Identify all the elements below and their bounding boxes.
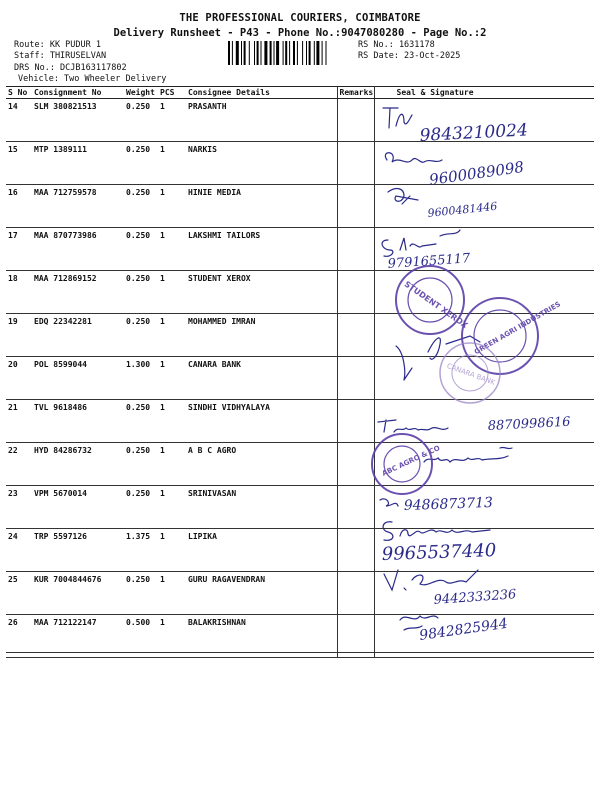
barcode-bar	[293, 41, 295, 65]
barcode-bar	[264, 41, 267, 65]
phone-handwritten-17: 9791655117	[387, 251, 471, 272]
stamp-text-canara: CANARA BANK	[445, 361, 497, 387]
delivery-table	[6, 86, 594, 658]
phone-handwritten-25: 9442333236	[433, 587, 517, 608]
cell-consignee: MOHAMMED IMRAN	[186, 314, 337, 357]
cell-signature	[374, 142, 594, 185]
barcode-bar	[261, 41, 262, 65]
cell-signature	[374, 443, 594, 486]
table-row	[6, 271, 594, 314]
runsheet-subtitle: Delivery Runsheet - P43 - Phone No.:9047080280 - Page No.:2	[113, 27, 487, 39]
cell-weight: 0.250	[124, 443, 158, 486]
cell-sno: 15	[6, 142, 32, 185]
cell-signature	[374, 314, 594, 357]
cell-remarks	[337, 572, 374, 615]
cell-remarks	[337, 400, 374, 443]
stamp-text-abc-agro: ABC AGRO & CO	[380, 443, 442, 478]
cell-consignment: MAA 712759578	[32, 185, 124, 228]
table-row	[6, 443, 594, 486]
cell-remarks	[337, 314, 374, 357]
barcode-bar	[289, 41, 290, 65]
cell-remarks	[337, 271, 374, 314]
barcode-image	[228, 41, 354, 65]
barcode-bar	[244, 41, 246, 65]
cell-weight: 0.250	[124, 142, 158, 185]
table-header-row	[6, 87, 594, 99]
table-row	[6, 314, 594, 357]
barcode-bar	[274, 41, 275, 65]
cell-consignee: BALAKRISHNAN	[186, 615, 337, 658]
barcode-bar	[302, 41, 303, 65]
table-row	[6, 228, 594, 271]
cell-weight: 0.250	[124, 486, 158, 529]
cell-sno: 25	[6, 572, 32, 615]
cell-pcs: 1	[158, 185, 186, 228]
cell-weight: 0.250	[124, 572, 158, 615]
col-remarks: Remarks	[337, 87, 374, 99]
cell-consignee: PRASANTH	[186, 99, 337, 142]
cell-pcs: 1	[158, 572, 186, 615]
cell-pcs: 1	[158, 357, 186, 400]
cell-consignment: MTP 1389111	[32, 142, 124, 185]
barcode-bar	[249, 41, 250, 65]
cell-consignment: POL 8599044	[32, 357, 124, 400]
cell-sno: 17	[6, 228, 32, 271]
cell-consignee: LAKSHMI TAILORS	[186, 228, 337, 271]
cell-pcs: 1	[158, 486, 186, 529]
col-consignment: Consignment No	[32, 87, 124, 99]
phone-handwritten-21: 8870998616	[487, 414, 571, 434]
col-consignee: Consignee Details	[186, 87, 337, 99]
cell-sno: 26	[6, 615, 32, 658]
barcode-bar	[326, 41, 327, 65]
cell-consignee: CANARA BANK	[186, 357, 337, 400]
barcode-bar	[283, 41, 284, 65]
cell-sno: 21	[6, 400, 32, 443]
cell-sno: 24	[6, 529, 32, 572]
cell-consignee: STUDENT XEROX	[186, 271, 337, 314]
phone-handwritten-24: 9965537440	[381, 540, 497, 565]
cell-consignment: MAA 712869152	[32, 271, 124, 314]
cell-signature	[374, 486, 594, 529]
col-signature: Seal & Signature	[374, 87, 594, 99]
table-row	[6, 99, 594, 142]
cell-remarks	[337, 99, 374, 142]
cell-weight: 0.500	[124, 615, 158, 658]
barcode-bar	[306, 41, 307, 65]
cell-consignee: HINIE MEDIA	[186, 185, 337, 228]
cell-signature	[374, 99, 594, 142]
cell-pcs: 1	[158, 443, 186, 486]
stamp-text-student-xerox: STUDENT XEROX	[402, 279, 470, 331]
barcode-bar	[322, 41, 323, 65]
rs-number: RS No.: 1631178	[358, 40, 435, 50]
staff-label: Staff: THIRUSELVAN	[14, 51, 107, 61]
cell-pcs: 1	[158, 271, 186, 314]
cell-signature	[374, 357, 594, 400]
barcode-bar	[241, 41, 242, 65]
barcode-bar	[316, 41, 319, 65]
phone-handwritten-14: 9843210024	[419, 120, 529, 146]
cell-consignment: KUR 7004844676	[32, 572, 124, 615]
cell-sno: 14	[6, 99, 32, 142]
phone-handwritten-26: 9842825944	[418, 615, 509, 644]
cell-consignee: NARKIS	[186, 142, 337, 185]
barcode-bar	[309, 41, 311, 65]
company-title: THE PROFESSIONAL COURIERS, COIMBATORE	[179, 12, 421, 24]
phone-handwritten-23: 9486873713	[403, 494, 494, 514]
cell-weight: 0.250	[124, 228, 158, 271]
cell-signature	[374, 271, 594, 314]
table-row	[6, 486, 594, 529]
cell-remarks	[337, 529, 374, 572]
cell-remarks	[337, 486, 374, 529]
cell-pcs: 1	[158, 615, 186, 658]
cell-consignment: MAA 870773986	[32, 228, 124, 271]
barcode-bar	[297, 41, 298, 65]
cell-consignment: HYD 84286732	[32, 443, 124, 486]
cell-remarks	[337, 443, 374, 486]
cell-consignee: SINDHI VIDHYALAYA	[186, 400, 337, 443]
rs-date: RS Date: 23-Oct-2025	[358, 51, 461, 61]
cell-sno: 22	[6, 443, 32, 486]
cell-signature	[374, 185, 594, 228]
cell-sno: 19	[6, 314, 32, 357]
cell-sno: 23	[6, 486, 32, 529]
cell-remarks	[337, 185, 374, 228]
barcode-bar	[257, 41, 259, 65]
stamp-text-green-agri: GREEN AGRI INDUSTRIES	[473, 300, 563, 357]
cell-consignee: A B C AGRO	[186, 443, 337, 486]
cell-signature	[374, 228, 594, 271]
cell-remarks	[337, 228, 374, 271]
cell-consignee: LIPIKA	[186, 529, 337, 572]
cell-signature	[374, 529, 594, 572]
cell-pcs: 1	[158, 314, 186, 357]
cell-sno: 16	[6, 185, 32, 228]
barcode-bar	[285, 41, 287, 65]
col-weight: Weight	[124, 87, 158, 99]
cell-consignee: GURU RAGAVENDRAN	[186, 572, 337, 615]
route-label: Route: KK PUDUR 1	[14, 40, 101, 50]
cell-weight: 0.250	[124, 400, 158, 443]
cell-signature	[374, 400, 594, 443]
barcode-bar	[270, 41, 272, 65]
phone-handwritten-15: 9600089098	[428, 157, 526, 189]
barcode-bar	[254, 41, 255, 65]
cell-sno: 18	[6, 271, 32, 314]
barcode-bar	[276, 41, 279, 65]
cell-pcs: 1	[158, 228, 186, 271]
cell-weight: 1.300	[124, 357, 158, 400]
cell-pcs: 1	[158, 529, 186, 572]
cell-weight: 0.250	[124, 185, 158, 228]
phone-handwritten-16: 9600481446	[426, 199, 498, 220]
cell-pcs: 1	[158, 142, 186, 185]
table-row	[6, 400, 594, 443]
cell-pcs: 1	[158, 400, 186, 443]
table-row	[6, 185, 594, 228]
barcode-bar	[232, 41, 233, 65]
cell-pcs: 1	[158, 99, 186, 142]
table-row	[6, 357, 594, 400]
cell-signature	[374, 572, 594, 615]
cell-sno: 20	[6, 357, 32, 400]
table-row	[6, 529, 594, 572]
col-pcs: PCS	[158, 87, 186, 99]
cell-consignment: MAA 712122147	[32, 615, 124, 658]
table-row	[6, 572, 594, 615]
table-bottom-rule	[6, 652, 594, 653]
col-sno: S No	[6, 87, 32, 99]
cell-weight: 0.250	[124, 99, 158, 142]
cell-consignment: VPM 5670014	[32, 486, 124, 529]
barcode-bar	[228, 41, 230, 65]
cell-consignment: EDQ 22342281	[32, 314, 124, 357]
cell-weight: 1.375	[124, 529, 158, 572]
table-row	[6, 142, 594, 185]
vehicle-label: Vehicle: Two Wheeler Delivery	[18, 74, 167, 84]
barcode-bar	[314, 41, 315, 65]
drs-label: DRS No.: DCJB163117802	[14, 63, 127, 73]
cell-consignment: TRP 5597126	[32, 529, 124, 572]
cell-consignment: TVL 9618486	[32, 400, 124, 443]
cell-weight: 0.250	[124, 314, 158, 357]
cell-weight: 0.250	[124, 271, 158, 314]
cell-remarks	[337, 357, 374, 400]
cell-remarks	[337, 142, 374, 185]
barcode-bar	[236, 41, 239, 65]
cell-consignment: SLM 380821513	[32, 99, 124, 142]
cell-consignee: SRINIVASAN	[186, 486, 337, 529]
